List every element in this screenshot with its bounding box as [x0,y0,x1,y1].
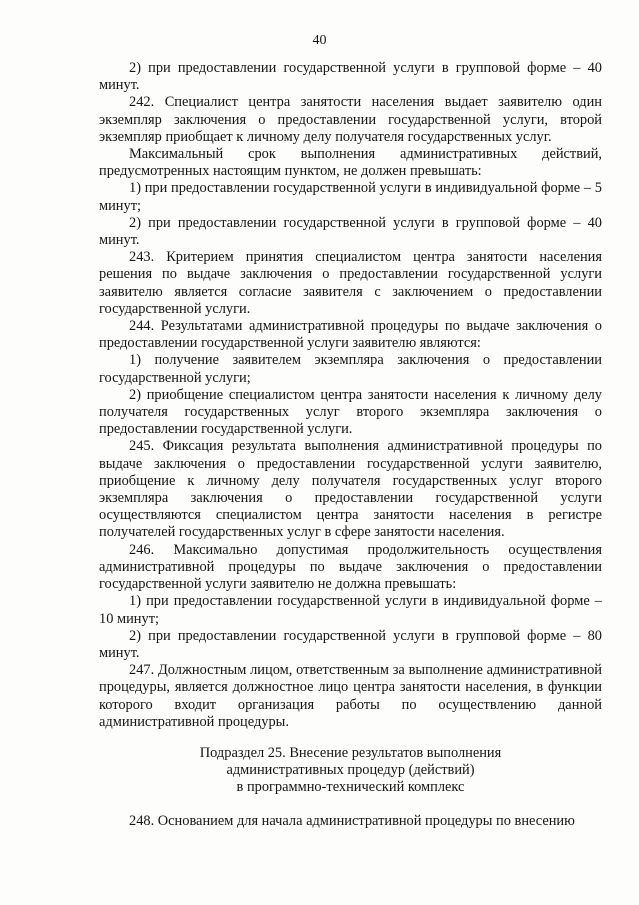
paragraph-246: 246. Максимально допустимая продолжительность осуществления административной процедуры по выдаче заключения о предоставлении государственной услуги заявителю не должна превышать: [99,541,602,593]
paragraph-individual-5min: 1) при предоставлении государственной услуги в индивидуальной форме – 5 минут; [99,180,602,214]
subsection-heading [99,745,602,797]
paragraph-248: 248. Основанием для начала административной процедуры по внесению [129,812,575,829]
paragraph-max-time: Максимальный срок выполнения административных действий, предусмотренных настоящим пунктом, не должен превышать: [99,146,602,180]
paragraph-244-item-2: 2) приобщение специалистом центра занятости населения к личному делу получателя государственных услуг второго экземпляра заключения о предоставлении государственной услуги. [99,386,602,438]
subsection-heading-line-3: в программно-технический комплекс [236,779,465,796]
paragraph-individual-10min: 1) при предоставлении государственной услуги в индивидуальной форме – 10 минут; [99,593,602,627]
paragraph-243: 243. Критерием принятия специалистом центра занятости населения решения по выдаче заключения о предоставлении государственной услуги заявителю является согласие заявителя с заключением о предоставлении государственной услуги. [99,249,602,317]
paragraph-244: 244. Результатами административной процедуры по выдаче заключения о предоставлении государственной услуги заявителю являются: [99,318,602,352]
paragraph-1: 2) при предоставлении государственной услуги в групповой форме – 40 минут. [99,60,602,94]
document-body [99,60,602,830]
page-number: 40 [312,33,327,48]
paragraph-group-80min: 2) при предоставлении государственной услуги в групповой форме – 80 минут. [99,627,602,661]
paragraph-244-item-1: 1) получение заявителем экземпляра заключения о предоставлении государственной услуги; [99,352,602,386]
subsection-heading-line-2: административных процедур (действий) [226,762,475,779]
subsection-heading-line-1: Подраздел 25. Внесение результатов выполнения [199,744,502,761]
paragraph-247: 247. Должностным лицом, ответственным за выполнение административной процедуры, является должностное лицо центра занятости населения, в функции которого входит организация работы по осуществлению данной административной процедуры. [99,662,602,730]
paragraph-group-40min: 2) при предоставлении государственной услуги в групповой форме – 40 минут. [99,214,602,249]
paragraph-245: 245. Фиксация результата выполнения административной процедуры по выдаче заключения о предоставлении государственной услуги заявителю, приобщение к личному делу получателя государственных услуг второго экземпляра заключения о предоставлении государственной услуги осуществляются специалистом центра занятости населения в регистре получателей государственных услуг в сфере занятости населения. [99,438,602,541]
paragraph-242: 242. Специалист центра занятости населения выдает заявителю один экземпляр заключения о предоставлении государственной услуги, второй экземпляр приобщает к личному делу получателя государственных услуг. [99,94,602,145]
